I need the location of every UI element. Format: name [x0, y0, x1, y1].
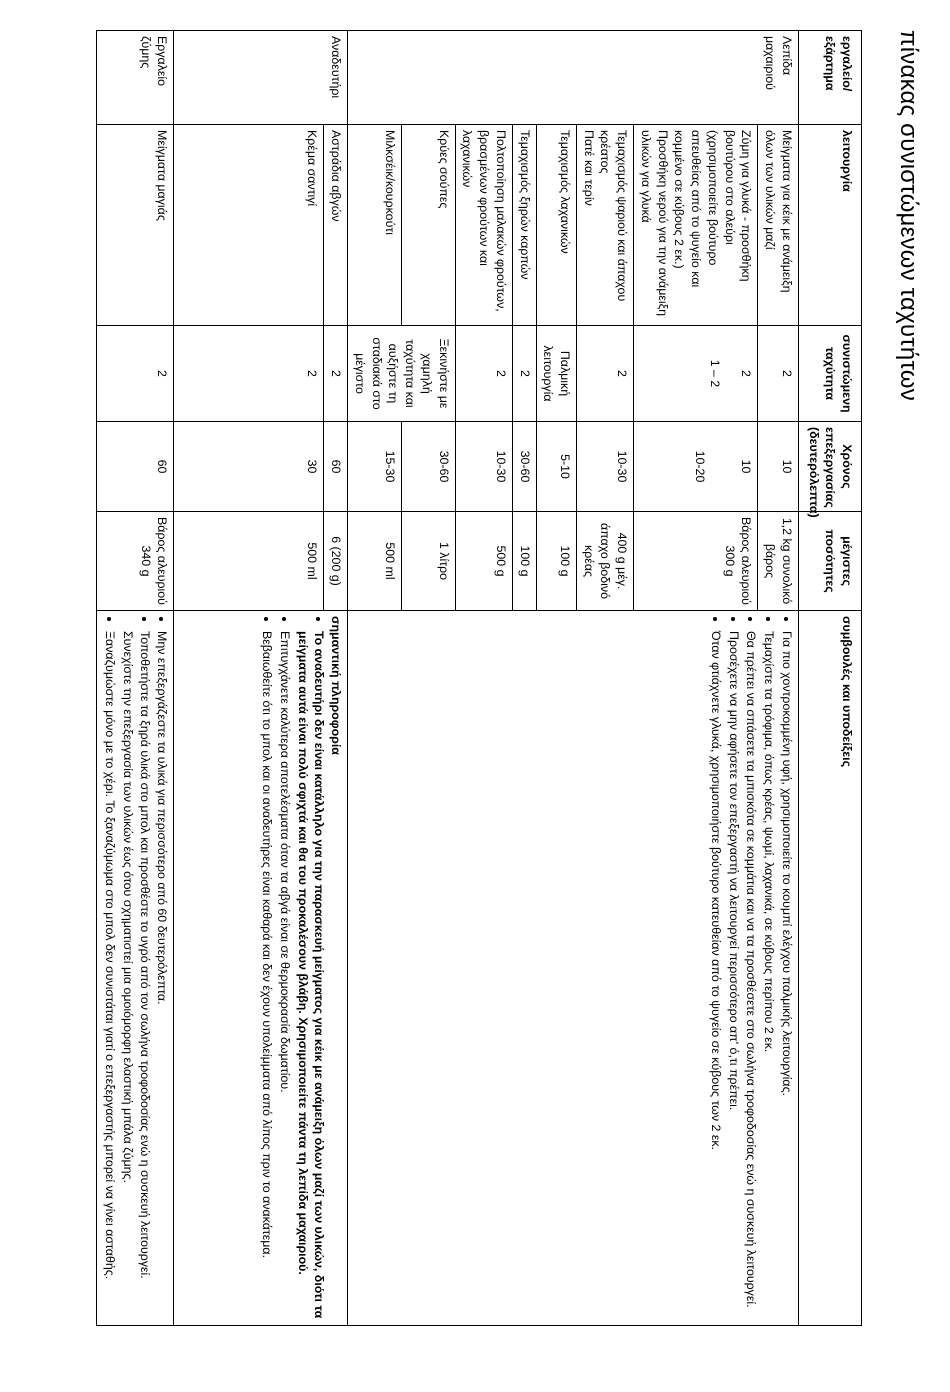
tip-item: • Βεβαιωθείτε ότι το μπολ και οι αναδευτήρες είναι καθαρά και δεν έχουν υπολείμματα από λίπος πριν το ανακάτεμα. — [259, 631, 276, 1320]
quantity-cell: 6 (200 g) — [324, 512, 348, 611]
header-row — [798, 31, 861, 1326]
time-cell: 10-30 — [576, 422, 633, 512]
time-cell: 60 — [324, 422, 348, 512]
quantity-cell: Βάρος αλευριού 340 g — [97, 512, 174, 611]
tips-blade — [348, 611, 799, 1326]
function-cell — [634, 125, 758, 326]
function-cell: Μιλκσέικ/κουρκούτι — [348, 125, 402, 326]
tip-item: • Θα πρέπει να σπάσετε τα μπισκότα σε κομμάτια και να τα προσθέσετε στο σωλήνα τροφοδοσίας ενώ η συσκευή λειτουργεί. — [743, 631, 760, 1320]
header-function: λειτουργία — [798, 125, 861, 326]
speed-cell: 2 — [512, 326, 536, 422]
function-cell: Κρύες σούπες — [401, 125, 455, 326]
function-text: Ζύμη για γλυκά - προσθήκη βουτύρου στο αλεύρι (χρησιμοποιείτε βούτυρο απευθείας από το ψυγείο και κομμένο σε κύβους 2 εκ.) — [672, 130, 754, 288]
function-cell — [576, 125, 633, 326]
header-tips: συμβουλές και υποδείξεις — [798, 611, 861, 1326]
function-cell: Κρέμα σαντιγί — [174, 125, 324, 326]
tip-item: • Επιτυγχάνετε καλύτερα αποτελέσματα όταν τα αβγά είναι σε θερμοκρασία δωματίου. — [276, 631, 293, 1320]
speed-text: 2 — [739, 370, 754, 377]
tool-blade: Λεπίδα μαχαιριού — [348, 31, 799, 125]
table-row — [97, 31, 174, 1326]
function-cell: Μείγματα για κέικ με ανάμειξη όλων των υλικών μαζί — [758, 125, 798, 326]
tips-list — [102, 616, 171, 1320]
time-cell: 30-60 — [512, 422, 536, 512]
time-cell: 10-30 — [455, 422, 512, 512]
header-speed: συνιστώμενη ταχύτητα — [798, 326, 861, 422]
function-cell: Μείγματα μαγιάς — [97, 125, 174, 326]
speed-cell: 2 — [97, 326, 174, 422]
speed-cell: 2 — [455, 326, 512, 422]
important-info-text: • Το αναδευτήρι δεν είναι κατάλληλο για την παρασκευή μείγματος για κέικ με ανάμειξη όλων μαζί των υλικών, διότι τα μείγματα αυτά είναι πολύ σφιχτά και θα του προκαλέσουν βλάβη. Χρησιμοποιείτε πάντα τη λεπίδα μαχαιριού. — [294, 631, 327, 1320]
function-cell: Αστράδια αβγών — [324, 125, 348, 326]
time-cell: 30-60 — [401, 422, 455, 512]
tip-item: • Για πιο χοντροκομμένη υφή, χρησιμοποιείτε το κουμπί ελέγχου παλμικής λειτουργίας. — [778, 631, 795, 1320]
quantity-cell: Βάρος αλευριού 300 g — [634, 512, 758, 611]
quantity-cell: 1 λίτρο — [401, 512, 455, 611]
tool-whisk: Αναδευτήρι — [174, 31, 348, 125]
tip-item: • Ξαναζυμώστε μόνο με το χέρι. Το ξαναζύμωμα στο μπολ δεν συνιστάται γιατί ο επεξεργαστής μπορεί να γίνει ασταθής. — [102, 631, 119, 1320]
quantity-cell: 100 g — [536, 512, 576, 611]
quantity-cell: 500 g — [455, 512, 512, 611]
time-cell: 30 — [174, 422, 324, 512]
tip-item: • Μην επεξεργάζεστε τα υλικά για περισσότερο από 60 δευτερόλεπτα. — [154, 631, 171, 1320]
speed-text: 1 – 2 — [707, 359, 722, 388]
speed-cell: Ξεκινήστε με χαμηλή ταχύτητα και αυξήστε τη σταδιακά στο μέγιστο — [348, 326, 455, 422]
speed-cell — [634, 326, 758, 422]
tips-whisk — [174, 611, 348, 1326]
time-cell: 60 — [97, 422, 174, 512]
speed-cell: 2 — [324, 326, 348, 422]
tips-list — [259, 616, 328, 1320]
tips-dough — [97, 611, 174, 1326]
header-tool: εργαλείο/ εξάρτημα — [798, 31, 861, 125]
table-row — [758, 31, 798, 1326]
tips-list — [707, 616, 795, 1320]
important-info-label: σημαντική πληροφορία — [329, 616, 344, 755]
tip-item: • Τοποθετήστε τα ξηρά υλικά στο μπολ και προσθέστε το υγρό από τον σωλήνα τροφοδοσίας ενώ η συσκευή λειτουργεί. Συνεχίστε την επεξεργασία των υλικών έως ότου σχηματιστεί μια ομοιόμορφη ελαστική μπάλα ζύμης. — [119, 631, 152, 1320]
header-quantity: μέγιστες ποσότητες — [798, 512, 861, 611]
speed-cell: Παλμική λειτουργία — [536, 326, 576, 422]
quantity-cell: 1,2 kg συνολικό βάρος — [758, 512, 798, 611]
function-cell: Τεμαχισμός λαχανικών — [536, 125, 576, 326]
speed-cell: 2 — [576, 326, 633, 422]
table-row — [324, 31, 348, 1326]
tip-item: • Όταν φτιάχνετε γλυκά, χρησιμοποιήστε βούτυρο κατευθείαν από το ψυγείο σε κύβους των 2 εκ. — [707, 631, 724, 1320]
function-cell: Τεμαχισμός ξηρών καρπών — [512, 125, 536, 326]
quantity-cell: 100 g — [512, 512, 536, 611]
time-text: 10 — [739, 459, 754, 474]
speed-table-sheet — [97, 30, 922, 1325]
tip-item: • Προσέχετε να μην αφήσετε τον επεξεργαστή να λειτουργεί περισσότερο απ' ό,τι πρέπει. — [725, 631, 742, 1320]
time-cell: 5-10 — [536, 422, 576, 512]
quantity-cell: 500 ml — [174, 512, 324, 611]
recommended-speeds-table — [97, 30, 863, 1326]
time-cell: 15-30 — [348, 422, 402, 512]
function-text: Πατέ και τερίν — [581, 130, 596, 206]
function-cell: Πολτοποίηση μαλακών φρούτων, βρασμένων φρούτων και λαχανικών — [455, 125, 512, 326]
function-text: Τεμαχισμός ψαριού και άπαχου κρέατος — [598, 130, 630, 302]
time-cell: 10 — [758, 422, 798, 512]
quantity-cell: 400 g μέγ. άπαχο βοδινό κρέας — [576, 512, 633, 611]
page-title: πίνακας συνιστώμενων ταχυτήτων — [895, 30, 922, 401]
tool-dough: Εργαλείο ζύμης — [97, 31, 174, 125]
quantity-cell: 500 ml — [348, 512, 402, 611]
time-text: 10-20 — [692, 450, 707, 483]
speed-cell: 2 — [758, 326, 798, 422]
tip-item: • Τεμαχίστε τα τρόφιμα, όπως κρέας, ψωμί, λαχανικά, σε κύβους περίπου 2 εκ. — [760, 631, 777, 1320]
header-time: Χρόνος επεξεργασίας (δευτερόλεπτα) — [798, 422, 861, 512]
speed-cell: 2 — [174, 326, 324, 422]
function-text: Προσθήκη νερού για την ανάμειξη υλικών για γλυκά — [638, 130, 670, 317]
time-cell — [634, 422, 758, 512]
